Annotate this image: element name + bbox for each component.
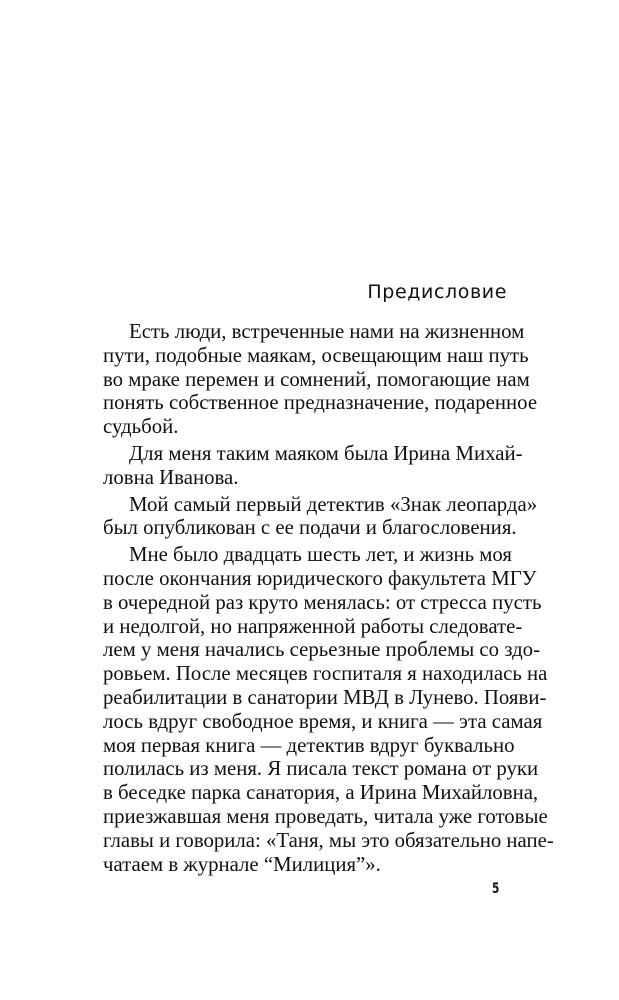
text-line: лем у меня начались серьезные проблемы со здо- (103, 638, 541, 662)
text-line: ровьем. После месяцев госпиталя я находилась на (103, 662, 548, 686)
text-line: понять собственное предназначение, подаренное (103, 391, 538, 415)
text-line: Есть люди, встреченные нами на жизненном (129, 320, 525, 343)
text-line: судьбой. (103, 415, 179, 439)
text-line: лось вдруг свободное время, и книга — эта самая (103, 709, 543, 733)
text-line: ловна Иванова. (103, 465, 239, 489)
text-line: в беседке парка санатория, а Ирина Михайловна, (103, 781, 539, 805)
body-text (103, 320, 554, 876)
paragraph (103, 543, 554, 876)
text-line: чатаем в журнале “Милиция”». (103, 852, 381, 876)
text-line: и недолгой, но напряженной работы следовате- (103, 614, 523, 638)
paragraph (103, 320, 538, 439)
paragraph (103, 441, 523, 490)
text-line: в очередной раз круто менялась: от стресса пусть (103, 590, 542, 614)
text-line: Мне было двадцать шесть лет, и жизнь моя (129, 543, 512, 567)
text-line: реабилитации в санатории МВД в Лунево. Появи- (103, 685, 547, 709)
text-line: полилась из меня. Я писала текст романа от руки (103, 757, 539, 781)
text-line: Мой самый первый детектив «Знак леопарда» (129, 492, 538, 516)
text-line: приезжавшая меня проведать, читала уже готовые (103, 804, 548, 828)
paragraph (103, 492, 538, 541)
text-line: после окончания юридического факультета МГУ (103, 566, 537, 590)
text-line: был опубликован с ее подачи и благословения. (103, 516, 517, 540)
text-line: Для меня таким маяком была Ирина Михай- (129, 441, 523, 465)
text-line: главы и говорила: «Таня, мы это обязательно напе- (103, 828, 554, 852)
text-line: во мраке перемен и сомнений, помогающие нам (103, 367, 530, 391)
text-line: моя первая книга — детектив вдруг буквально (103, 733, 515, 757)
page-number: 5 (492, 881, 500, 897)
chapter-heading: Предисловие (367, 281, 507, 303)
text-line: пути, подобные маякам, освещающим наш путь (103, 343, 529, 367)
